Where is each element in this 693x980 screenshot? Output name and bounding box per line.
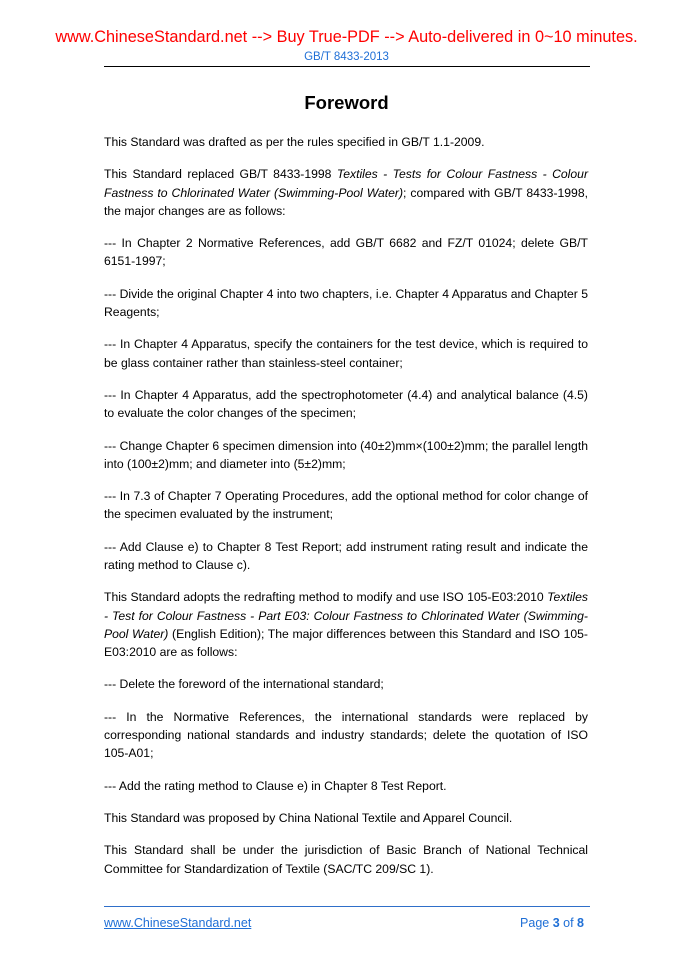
list-item: --- In Chapter 4 Apparatus, specify the containers for the test device, which is required to be glass container rather than stainless-steel container; bbox=[104, 337, 588, 370]
page-prefix: Page bbox=[520, 916, 553, 930]
paragraph: This Standard shall be under the jurisdiction of Basic Branch of National Technical Committee for Standardization of Textile (SAC/TC 209/SC 1). bbox=[104, 843, 588, 876]
list-item: --- Divide the original Chapter 4 into two chapters, i.e. Chapter 4 Apparatus and Chapter 5 Reagents; bbox=[104, 286, 588, 319]
footer-site-link[interactable]: www.ChineseStandard.net bbox=[104, 916, 252, 930]
list-item: --- In Chapter 4 Apparatus, add the spectrophotometer (4.4) and analytical balance (4.5) to evaluate the color changes of the specimen; bbox=[104, 387, 588, 421]
list-item: --- Change Chapter 6 specimen dimension into (40±2)mm×(100±2)mm; the parallel length into (100±2)mm; and diameter into (5±2)mm; bbox=[104, 438, 588, 471]
document-code: GB/T 8433-2013 bbox=[304, 51, 389, 63]
list-item: --- Add the rating method to Clause e) in Chapter 8 Test Report. bbox=[104, 778, 447, 793]
page-number bbox=[520, 915, 584, 931]
standard-title: Textiles - Test for Colour Fastness - Part E03: Colour Fastness to Chlorinated Water (Swimming-Pool Water) bbox=[104, 590, 588, 641]
list-item: --- In the Normative References, the international standards were replaced by corresponding national standards and industry standards; delete the quotation of ISO 105-A01; bbox=[104, 709, 588, 761]
footer-divider bbox=[104, 906, 590, 907]
store-banner-link[interactable]: www.ChineseStandard.net --> Buy True-PDF --> Auto-delivered in 0~10 minutes. bbox=[55, 28, 638, 46]
paragraph-text: (English Edition); The major differences between this Standard and ISO 105-E03:2010 are as follows: bbox=[104, 626, 588, 659]
list-item: --- Add Clause e) to Chapter 8 Test Report; add instrument rating result and indicate the rating method to Clause c). bbox=[104, 539, 588, 572]
paragraph bbox=[104, 588, 588, 661]
document-body bbox=[104, 133, 588, 878]
paragraph: This Standard was proposed by China National Textile and Apparel Council. bbox=[104, 810, 513, 825]
list-item: --- In Chapter 2 Normative References, add GB/T 6682 and FZ/T 01024; delete GB/T 6151-1997; bbox=[104, 236, 588, 269]
paragraph-text: This Standard replaced GB/T 8433-1998 bbox=[104, 167, 337, 182]
paragraph bbox=[104, 165, 588, 220]
page-title: Foreword bbox=[304, 92, 389, 113]
list-item: --- Delete the foreword of the international standard; bbox=[104, 677, 384, 692]
page-total: 8 bbox=[577, 916, 584, 930]
page-current: 3 bbox=[552, 916, 560, 930]
header-divider bbox=[104, 66, 590, 67]
paragraph-text: ; compared with GB/T 8433-1998, the major changes are as follows: bbox=[104, 185, 588, 218]
paragraph-text: This Standard adopts the redrafting method to modify and use ISO 105-E03:2010 bbox=[104, 590, 548, 605]
standard-title: Textiles - Tests for Colour Fastness - Colour Fastness to Chlorinated Water (Swimming-Pool Water) bbox=[104, 167, 588, 200]
list-item: --- In 7.3 of Chapter 7 Operating Procedures, add the optional method for color change of the specimen evaluated by the instrument; bbox=[104, 489, 588, 522]
paragraph: This Standard was drafted as per the rules specified in GB/T 1.1-2009. bbox=[104, 135, 485, 149]
page-of: of bbox=[559, 916, 578, 930]
